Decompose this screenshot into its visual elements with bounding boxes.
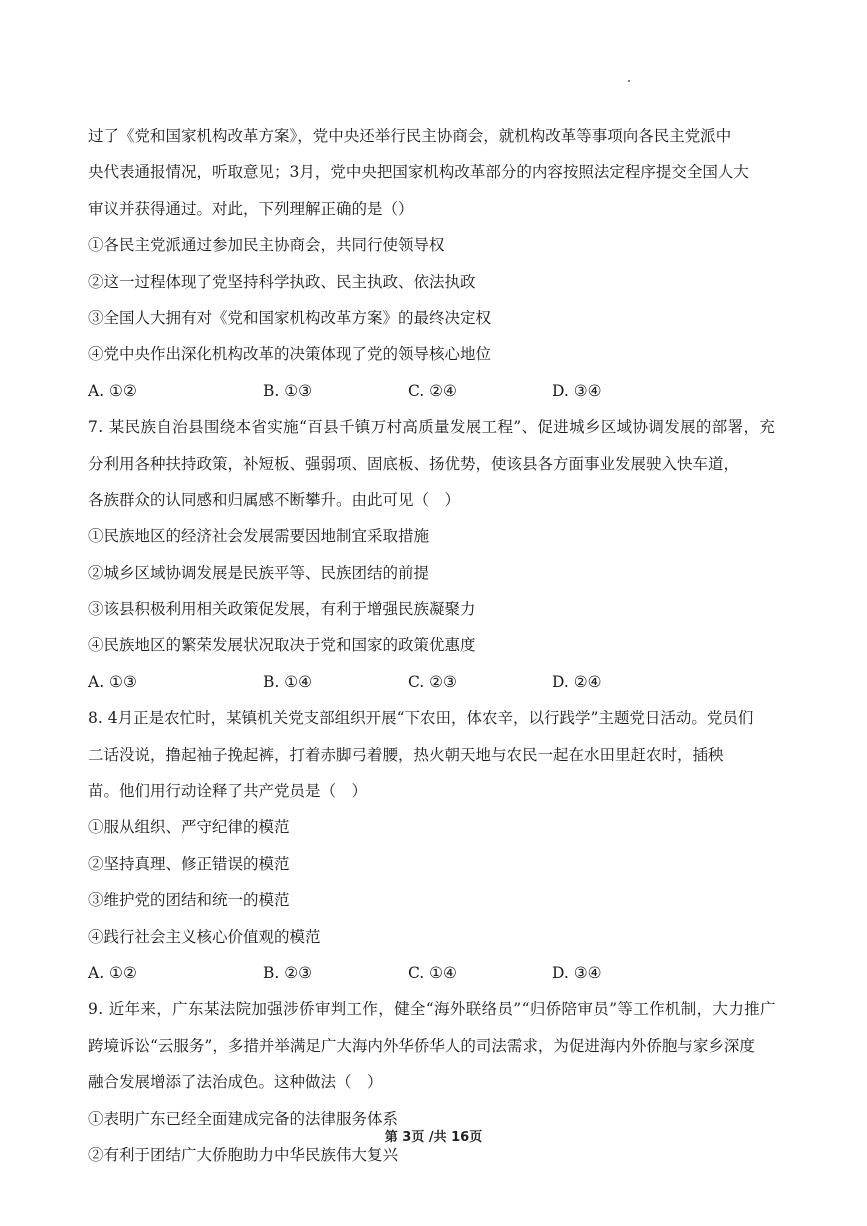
q9-statement-1: ①表明广东已经全面建成完备的法律服务体系	[88, 1109, 399, 1128]
q8-stem-line-3: 苗。他们用行动诠释了共产党员是（ ）	[88, 782, 368, 801]
q8-statement-3: ③维护党的团结和统一的模范	[88, 891, 290, 910]
q8-statement-4: ④践行社会主义核心价值观的模范	[88, 927, 321, 946]
q7-stem-line-2: 分利用各种扶持政策，补短板、强弱项、固底板、扬优势，使该县各方面事业发展驶入快车道，	[88, 454, 740, 473]
q6-stem-line-2: 央代表通报情况，听取意见；3月，党中央把国家机构改革部分的内容按照法定程序提交全国人大	[88, 163, 749, 182]
q9-stem-line-2: 跨境诉讼“云服务”，多措并举满足广大海内外华侨华人的司法需求，为促进海内外侨胞与家乡深度	[88, 1036, 755, 1055]
q6-stem-line-1: 过了《党和国家机构改革方案》，党中央还举行民主协商会，就机构改革等事项向各民主党派中	[88, 127, 732, 145]
scan-speck	[628, 80, 630, 82]
q7-options	[88, 664, 788, 700]
q7-option-b: B. ①④	[263, 672, 313, 691]
q7-statement-4: ④民族地区的繁荣发展状况取决于党和国家的政策优惠度	[88, 636, 476, 655]
q6-option-c: C. ②④	[408, 381, 457, 400]
q6-statement-3: ③全国人大拥有对《党和国家机构改革方案》的最终决定权	[88, 308, 492, 327]
q8-statement-2: ②坚持真理、修正错误的模范	[88, 854, 290, 873]
q7-stem-line-3: 各族群众的认同感和归属感不断攀升。由此可见（ ）	[88, 490, 461, 509]
q7-stem-line-1: 7. 某民族自治县围绕本省实施“百县千镇万村高质量发展工程”、促进城乡区域协调发展的部署，充	[88, 418, 776, 437]
q8-stem-line-2: 二话没说，撸起袖子挽起裤，打着赤脚弓着腰，热火朝天地与农民一起在水田里赶农时，插秧	[88, 745, 724, 764]
q9-stem-line-1: 9. 近年来，广东某法院加强涉侨审判工作，健全“海外联络员”“归侨陪审员”等工作机制，大力推广	[88, 1000, 776, 1019]
q8-option-d: D. ③④	[552, 963, 602, 982]
q9-stem-line-3: 融合发展增添了法治成色。这种做法（ ）	[88, 1073, 383, 1092]
q7-option-d: D. ②④	[552, 672, 602, 691]
q6-options	[88, 373, 788, 409]
q6-statement-4: ④党中央作出深化机构改革的决策体现了党的领导核心地位	[88, 345, 492, 364]
q8-options	[88, 955, 788, 991]
q6-option-d: D. ③④	[552, 381, 602, 400]
q7-option-c: C. ②③	[408, 672, 457, 691]
page-footer: 第 3页 /共 16页	[384, 1130, 483, 1145]
q8-option-c: C. ①④	[408, 963, 457, 982]
q9-statement-2: ②有利于团结广大侨胞助力中华民族伟大复兴	[88, 1145, 399, 1164]
q6-stem-line-3: 审议并获得通过。对此，下列理解正确的是（）	[88, 199, 414, 218]
question-content	[88, 118, 788, 1173]
q6-option-b: B. ①③	[263, 381, 313, 400]
q7-statement-3: ③该县积极利用相关政策促发展，有利于增强民族凝聚力	[88, 600, 476, 619]
q8-stem-line-1: 8. 4月正是农忙时，某镇机关党支部组织开展“下农田，体农辛，以行践学”主题党日活动。党员们	[88, 709, 754, 728]
q7-statement-1: ①民族地区的经济社会发展需要因地制宜采取措施	[88, 527, 430, 546]
q6-statement-1: ①各民主党派通过参加民主协商会，共同行使领导权	[88, 236, 445, 255]
q6-option-a: A. ①②	[88, 381, 137, 400]
q8-option-a: A. ①②	[88, 963, 137, 982]
q7-statement-2: ②城乡区域协调发展是民族平等、民族团结的前提	[88, 563, 430, 582]
q7-option-a: A. ①③	[88, 672, 137, 691]
q8-statement-1: ①服从组织、严守纪律的模范	[88, 818, 290, 837]
q6-statement-2: ②这一过程体现了党坚持科学执政、民主执政、依法执政	[88, 272, 476, 291]
q8-option-b: B. ②③	[263, 963, 313, 982]
